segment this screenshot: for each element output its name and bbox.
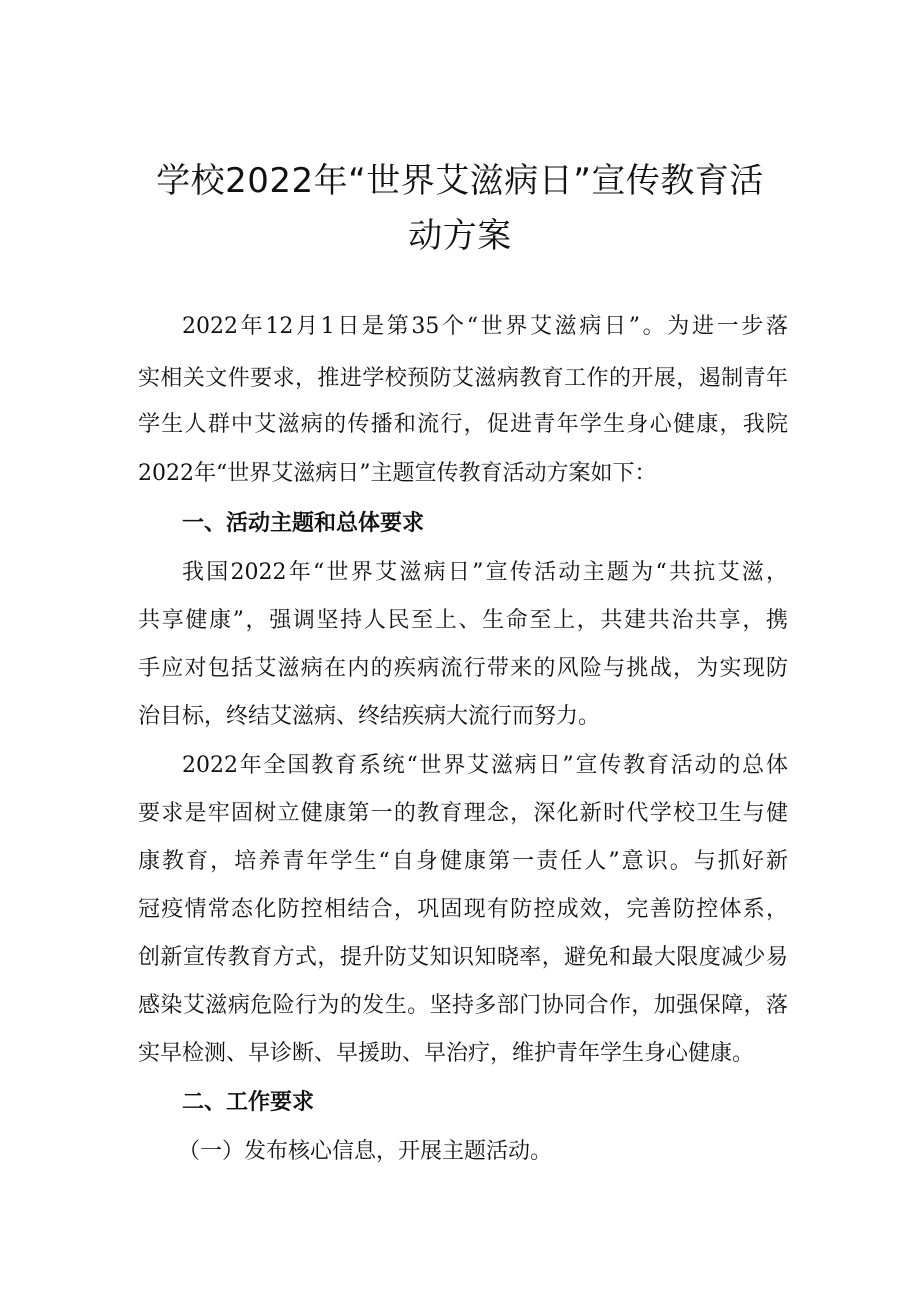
section-1-para-1-line-4: 治目标，终结艾滋病、终结疾病大流行而努力。 — [138, 704, 601, 729]
section-1-para-2-line-1: 2022年全国教育系统“世界艾滋病日”宣传教育活动的总体 — [182, 753, 788, 778]
section-1-para-2-line-5: 创新宣传教育方式，提升防艾知识知晓率，避免和最大限度减少易 — [138, 945, 788, 970]
section-1-para-2-line-4: 冠疫情常态化防控相结合，巩固现有防控成效，完善防控体系， — [138, 897, 788, 922]
intro-line-4: 2022年“世界艾滋病日”主题宣传教育活动方案如下： — [138, 461, 657, 486]
section-1-para-2-line-2: 要求是牢固树立健康第一的教育理念，深化新时代学校卫生与健 — [138, 801, 788, 826]
intro-line-2: 实相关文件要求，推进学校预防艾滋病教育工作的开展，遏制青年 — [138, 366, 788, 391]
section-1-para-2-line-7: 实早检测、早诊断、早援助、早治疗，维护青年学生身心健康。 — [138, 1041, 755, 1066]
intro-line-3: 学生人群中艾滋病的传播和流行，促进青年学生身心健康，我院 — [138, 412, 788, 437]
section-2-item-1: （一）发布核心信息，开展主题活动。 — [178, 1139, 553, 1164]
section-2-heading: 二、工作要求 — [182, 1090, 315, 1115]
section-1-para-1-line-2: 共享健康”，强调坚持人民至上、生命至上，共建共治共享，携 — [138, 608, 788, 633]
section-1-para-2-line-6: 感染艾滋病危险行为的发生。坚持多部门协同合作，加强保障，落 — [138, 993, 788, 1018]
intro-line-1: 2022年12月1日是第35个“世界艾滋病日”。为进一步落 — [182, 314, 788, 339]
section-1-para-2-line-3: 康教育，培养青年学生“自身健康第一责任人”意识。与抓好新 — [138, 849, 788, 874]
section-1-para-1-line-1: 我国2022年“世界艾滋病日”宣传活动主题为“共抗艾滋， — [182, 560, 788, 585]
document-title-line-1: 学校2022年“世界艾滋病日”宣传教育活 — [156, 161, 764, 201]
section-1-para-1-line-3: 手应对包括艾滋病在内的疾病流行带来的风险与挑战，为实现防 — [138, 656, 788, 681]
section-1-heading: 一、活动主题和总体要求 — [182, 511, 425, 536]
document-title-line-2: 动方案 — [408, 216, 512, 256]
